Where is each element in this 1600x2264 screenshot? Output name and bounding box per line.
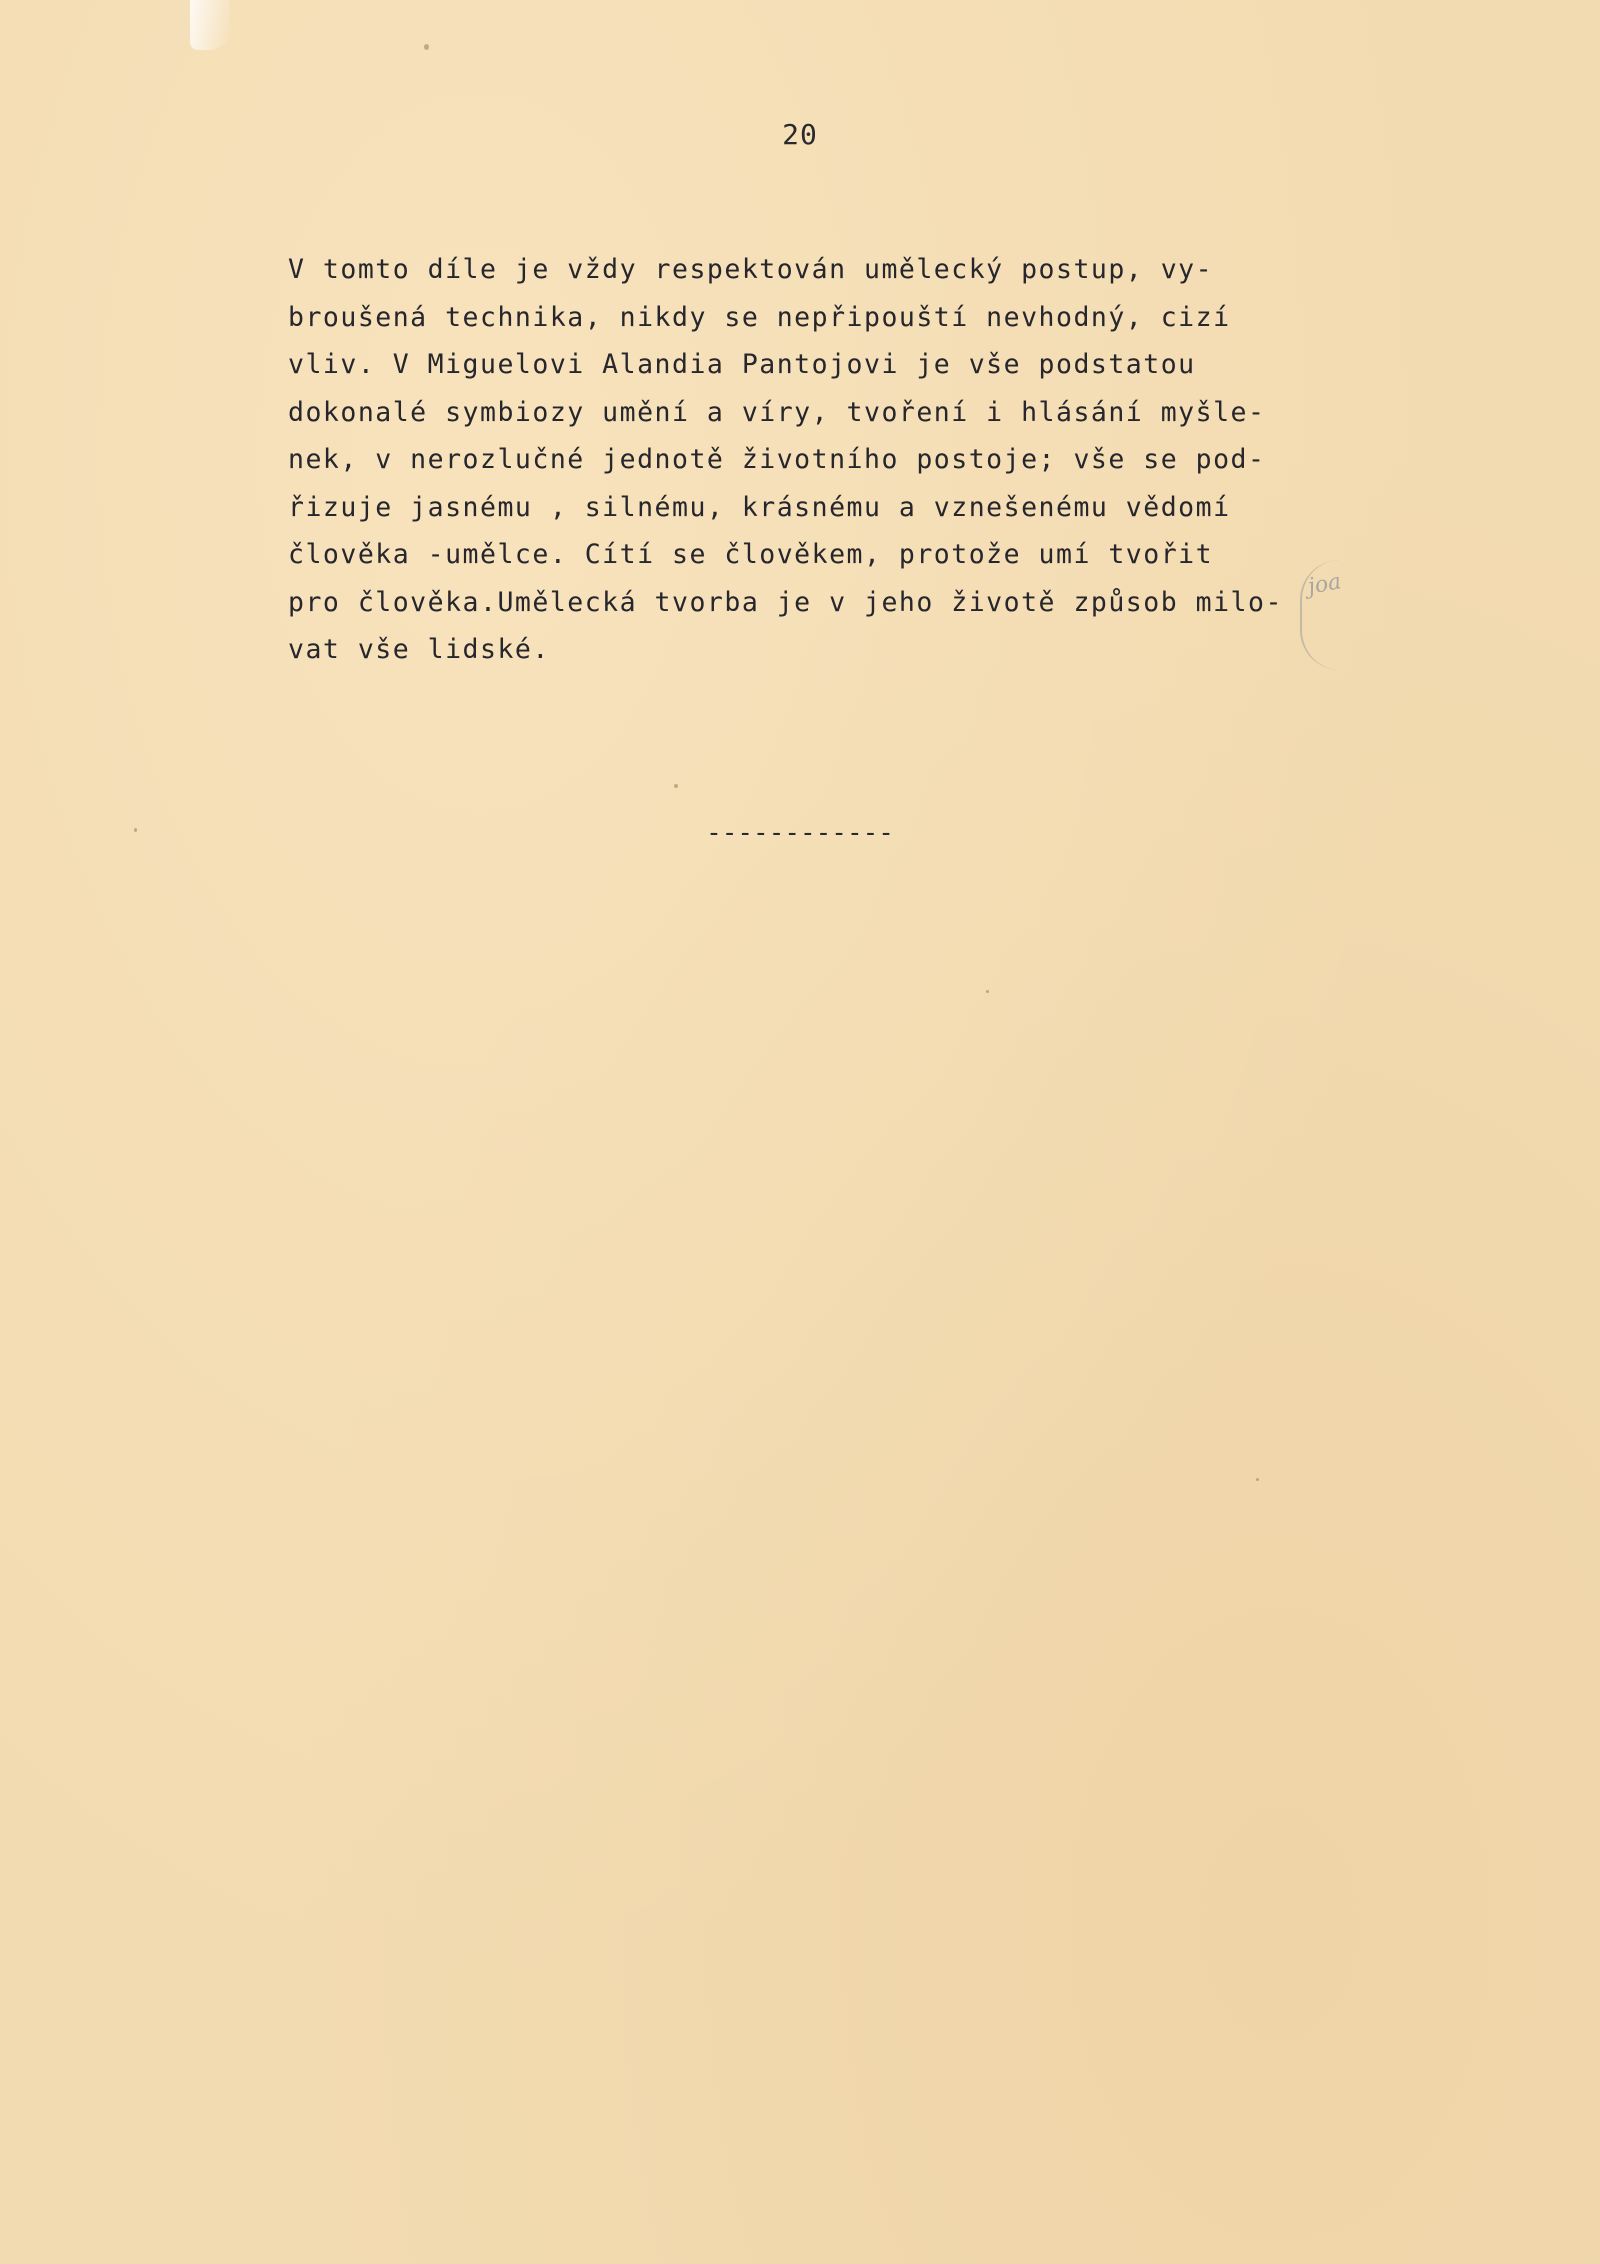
paper-speck — [424, 44, 429, 50]
page-number: 20 — [782, 118, 818, 151]
section-separator: ------------ — [706, 818, 894, 848]
body-paragraph — [288, 246, 1448, 674]
scan-edge-mark — [190, 0, 230, 50]
text-line: dokonalé symbiozy umění a víry, tvoření i hlásání myšle- — [288, 396, 1266, 428]
paper-speck — [674, 784, 678, 788]
text-line: vat vše lidské. — [288, 634, 550, 665]
text-line: V tomto díle je vždy respektován umělecký postup, vy- — [288, 254, 1214, 285]
text-line: pro člověka.Umělecká tvorba je v jeho životě způsob milo- — [288, 586, 1283, 618]
text-line: vliv. V Miguelovi Alandia Pantojovi je vše podstatou — [288, 349, 1196, 380]
text-line: nek, v nerozlučné jednotě životního postoje; vše se pod- — [288, 444, 1266, 475]
text-line: řizuje jasnému , silnému, krásnému a vznešenému vědomí — [288, 491, 1231, 523]
text-line: člověka -umělce. Cítí se člověkem, protože umí tvořit — [288, 539, 1214, 570]
text-line: broušená technika, nikdy se nepřipouští nevhodný, cizí — [288, 301, 1231, 333]
paper-speck — [986, 990, 989, 993]
paper-speck — [1256, 1478, 1259, 1481]
pencil-margin-note: joa — [1306, 569, 1344, 600]
